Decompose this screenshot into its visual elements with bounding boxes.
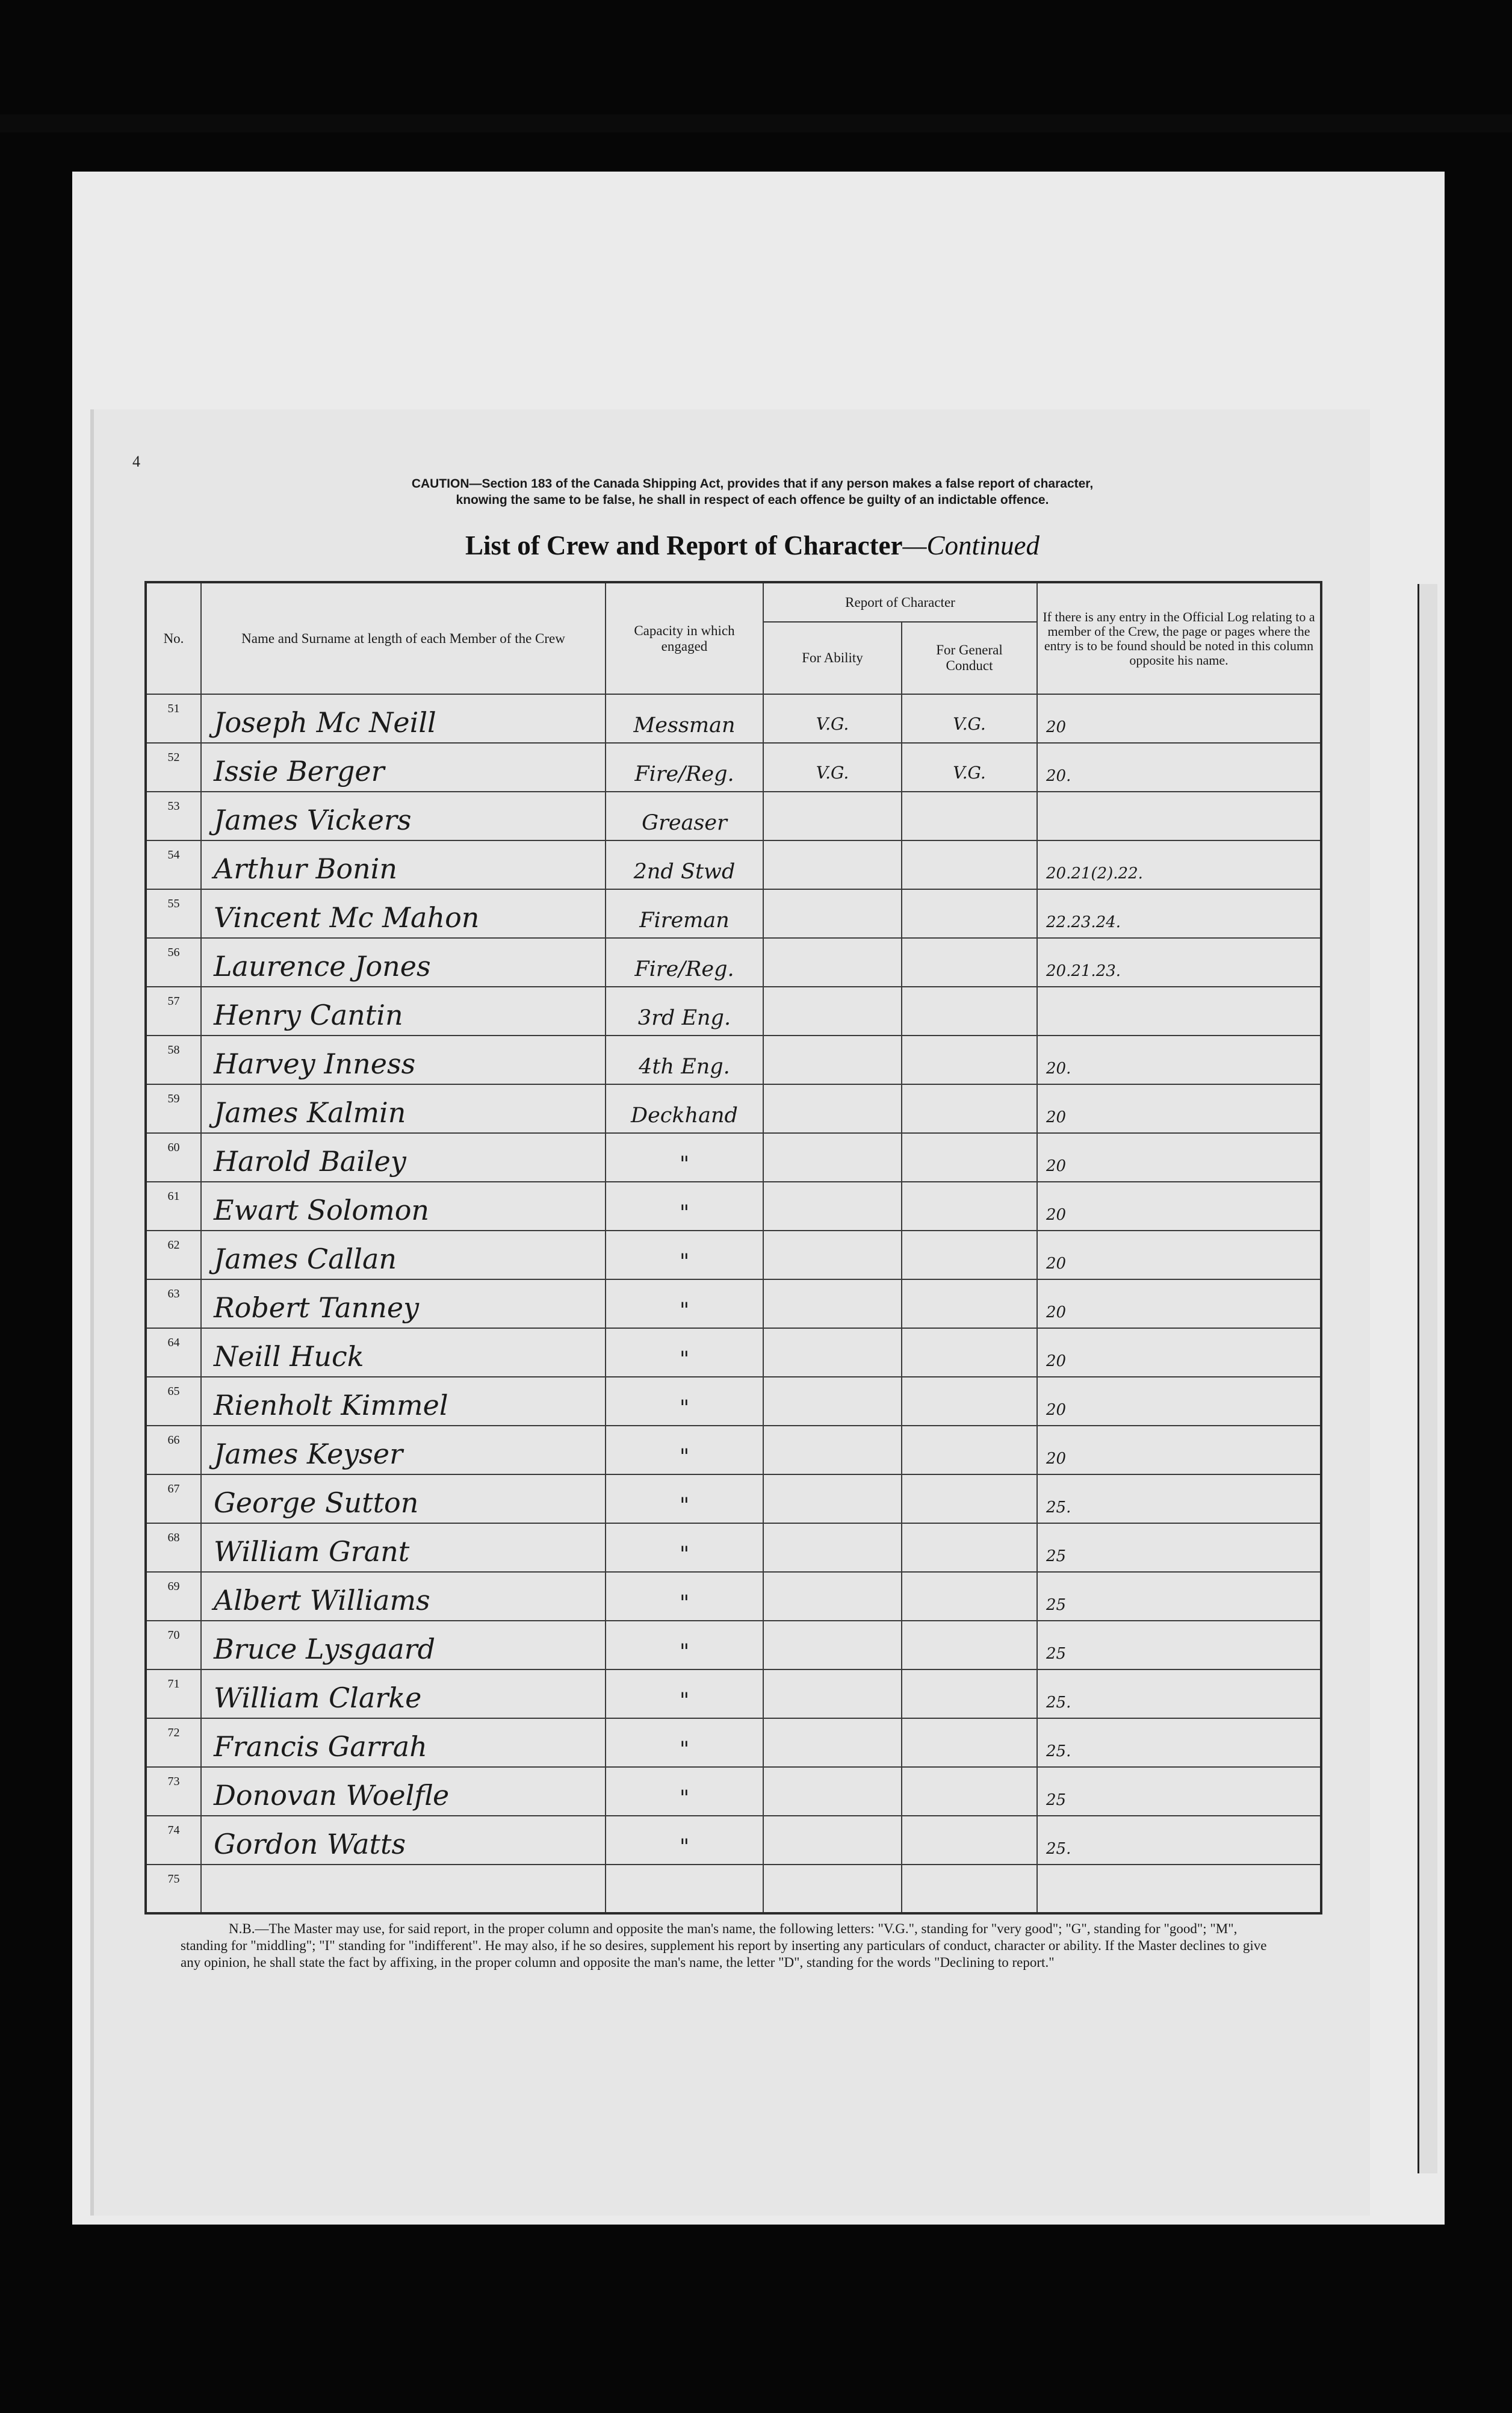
crew-capacity: " xyxy=(606,1718,763,1767)
ability-mark xyxy=(763,1816,902,1865)
conduct-mark: V.G. xyxy=(902,694,1037,743)
log-pages: 25. xyxy=(1037,1669,1321,1718)
table-row xyxy=(146,1133,1321,1182)
conduct-mark xyxy=(902,1377,1037,1426)
ability-mark xyxy=(763,889,902,938)
log-pages: 20 xyxy=(1037,694,1321,743)
row-number: 65 xyxy=(146,1377,201,1426)
header-report: Report of Character xyxy=(763,582,1037,622)
crew-capacity: " xyxy=(606,1474,763,1523)
crew-capacity: " xyxy=(606,1279,763,1328)
log-pages xyxy=(1037,792,1321,840)
conduct-mark xyxy=(902,1036,1037,1084)
table-row xyxy=(146,1669,1321,1718)
table-row xyxy=(146,1621,1321,1669)
crew-capacity: 4th Eng. xyxy=(606,1036,763,1084)
ability-mark xyxy=(763,1865,902,1913)
crew-capacity: " xyxy=(606,1572,763,1621)
table-row xyxy=(146,1426,1321,1474)
row-number: 51 xyxy=(146,694,201,743)
crew-capacity: Fireman xyxy=(606,889,763,938)
log-pages: 20.21.23. xyxy=(1037,938,1321,987)
log-pages: 20 xyxy=(1037,1377,1321,1426)
row-number: 71 xyxy=(146,1669,201,1718)
log-pages: 20.21(2).22. xyxy=(1037,840,1321,889)
crew-capacity: 2nd Stwd xyxy=(606,840,763,889)
conduct-mark xyxy=(902,792,1037,840)
log-pages: 20 xyxy=(1037,1328,1321,1377)
conduct-mark xyxy=(902,1182,1037,1231)
ability-mark xyxy=(763,1621,902,1669)
crew-capacity: " xyxy=(606,1621,763,1669)
crew-name: Henry Cantin xyxy=(201,987,606,1036)
row-number: 62 xyxy=(146,1231,201,1279)
crew-capacity: " xyxy=(606,1816,763,1865)
ability-mark xyxy=(763,1182,902,1231)
ability-mark xyxy=(763,1377,902,1426)
crew-name: Laurence Jones xyxy=(201,938,606,987)
table-row xyxy=(146,1865,1321,1913)
crew-name: William Clarke xyxy=(201,1669,606,1718)
page-number: 4 xyxy=(132,453,140,470)
conduct-mark xyxy=(902,938,1037,987)
table-row xyxy=(146,1279,1321,1328)
row-number: 72 xyxy=(146,1718,201,1767)
table-row xyxy=(146,694,1321,743)
log-pages: 20 xyxy=(1037,1133,1321,1182)
crew-name: Robert Tanney xyxy=(201,1279,606,1328)
log-pages: 20. xyxy=(1037,743,1321,792)
crew-capacity: Fire/Reg. xyxy=(606,743,763,792)
title-suffix: —Continued xyxy=(902,530,1040,561)
crew-capacity: " xyxy=(606,1328,763,1377)
ability-mark xyxy=(763,1036,902,1084)
conduct-mark xyxy=(902,889,1037,938)
header-capacity: Capacity in which engaged xyxy=(606,582,763,694)
log-pages: 20 xyxy=(1037,1084,1321,1133)
table-row xyxy=(146,1231,1321,1279)
row-number: 68 xyxy=(146,1523,201,1572)
adjacent-page-edge xyxy=(1418,584,1437,2173)
crew-table xyxy=(144,581,1322,1915)
ability-mark xyxy=(763,1767,902,1816)
table-row xyxy=(146,938,1321,987)
table-row xyxy=(146,1572,1321,1621)
crew-name xyxy=(201,1865,606,1913)
crew-name: Donovan Woelfle xyxy=(201,1767,606,1816)
page-title xyxy=(241,530,1264,561)
crew-name: Gordon Watts xyxy=(201,1816,606,1865)
table-row xyxy=(146,1718,1321,1767)
table-row xyxy=(146,1474,1321,1523)
ability-mark xyxy=(763,1426,902,1474)
table-row xyxy=(146,1084,1321,1133)
table-row xyxy=(146,987,1321,1036)
crew-capacity: Greaser xyxy=(606,792,763,840)
crew-name: Arthur Bonin xyxy=(201,840,606,889)
log-pages: 20 xyxy=(1037,1182,1321,1231)
row-number: 66 xyxy=(146,1426,201,1474)
ability-mark xyxy=(763,938,902,987)
header-name: Name and Surname at length of each Member of the Crew xyxy=(201,582,606,694)
crew-name: Ewart Solomon xyxy=(201,1182,606,1231)
crew-capacity: " xyxy=(606,1182,763,1231)
crew-capacity xyxy=(606,1865,763,1913)
header-conduct: For General Conduct xyxy=(902,622,1037,694)
ability-mark xyxy=(763,1572,902,1621)
crew-name: Francis Garrah xyxy=(201,1718,606,1767)
table-row xyxy=(146,1182,1321,1231)
log-pages xyxy=(1037,987,1321,1036)
log-pages xyxy=(1037,1865,1321,1913)
crew-name: Bruce Lysgaard xyxy=(201,1621,606,1669)
log-pages: 20 xyxy=(1037,1231,1321,1279)
ability-mark: V.G. xyxy=(763,694,902,743)
caution-line-1: CAUTION—Section 183 of the Canada Shipping Act, provides that if any person makes a false report of character, xyxy=(411,477,1094,491)
log-pages: 25. xyxy=(1037,1474,1321,1523)
log-pages: 20. xyxy=(1037,1036,1321,1084)
row-number: 56 xyxy=(146,938,201,987)
crew-table-body xyxy=(146,694,1321,1913)
table-row xyxy=(146,1328,1321,1377)
crew-name: Vincent Mc Mahon xyxy=(201,889,606,938)
conduct-mark xyxy=(902,1718,1037,1767)
row-number: 57 xyxy=(146,987,201,1036)
ability-mark xyxy=(763,1669,902,1718)
ability-mark: V.G. xyxy=(763,743,902,792)
crew-capacity: " xyxy=(606,1669,763,1718)
log-pages: 25. xyxy=(1037,1718,1321,1767)
table-row xyxy=(146,840,1321,889)
table-row xyxy=(146,1036,1321,1084)
row-number: 64 xyxy=(146,1328,201,1377)
row-number: 53 xyxy=(146,792,201,840)
title-main: List of Crew and Report of Character xyxy=(465,530,903,561)
log-pages: 25 xyxy=(1037,1523,1321,1572)
ability-mark xyxy=(763,1231,902,1279)
log-pages: 20 xyxy=(1037,1279,1321,1328)
row-number: 55 xyxy=(146,889,201,938)
caution-line-2: knowing the same to be false, he shall in respect of each offence be guilty of an indictable offence. xyxy=(456,493,1049,507)
table-row xyxy=(146,792,1321,840)
crew-capacity: " xyxy=(606,1767,763,1816)
row-number: 74 xyxy=(146,1816,201,1865)
log-pages: 25 xyxy=(1037,1572,1321,1621)
crew-name: George Sutton xyxy=(201,1474,606,1523)
crew-capacity: Deckhand xyxy=(606,1084,763,1133)
conduct-mark xyxy=(902,1328,1037,1377)
crew-name: James Vickers xyxy=(201,792,606,840)
crew-capacity: " xyxy=(606,1523,763,1572)
ability-mark xyxy=(763,1718,902,1767)
table-row xyxy=(146,743,1321,792)
log-pages: 25. xyxy=(1037,1816,1321,1865)
conduct-mark xyxy=(902,1133,1037,1182)
row-number: 75 xyxy=(146,1865,201,1913)
conduct-mark xyxy=(902,1767,1037,1816)
row-number: 73 xyxy=(146,1767,201,1816)
crew-name: Issie Berger xyxy=(201,743,606,792)
conduct-mark xyxy=(902,1865,1037,1913)
ability-mark xyxy=(763,1133,902,1182)
conduct-mark xyxy=(902,1474,1037,1523)
crew-capacity: 3rd Eng. xyxy=(606,987,763,1036)
crew-name: James Kalmin xyxy=(201,1084,606,1133)
table-row xyxy=(146,1767,1321,1816)
row-number: 67 xyxy=(146,1474,201,1523)
table-row xyxy=(146,1377,1321,1426)
log-pages: 25 xyxy=(1037,1767,1321,1816)
crew-name: Harvey Inness xyxy=(201,1036,606,1084)
crew-capacity: " xyxy=(606,1133,763,1182)
crew-name: James Keyser xyxy=(201,1426,606,1474)
ability-mark xyxy=(763,1279,902,1328)
ability-mark xyxy=(763,1084,902,1133)
conduct-mark xyxy=(902,1231,1037,1279)
conduct-mark xyxy=(902,1669,1037,1718)
crew-name: Rienholt Kimmel xyxy=(201,1377,606,1426)
ability-mark xyxy=(763,1523,902,1572)
crew-capacity: " xyxy=(606,1426,763,1474)
conduct-mark xyxy=(902,1084,1037,1133)
table-row xyxy=(146,1816,1321,1865)
conduct-mark: V.G. xyxy=(902,743,1037,792)
log-pages: 20 xyxy=(1037,1426,1321,1474)
ability-mark xyxy=(763,792,902,840)
crew-name: Neill Huck xyxy=(201,1328,606,1377)
row-number: 69 xyxy=(146,1572,201,1621)
row-number: 59 xyxy=(146,1084,201,1133)
film-border-top xyxy=(0,114,1512,132)
ability-mark xyxy=(763,1474,902,1523)
row-number: 61 xyxy=(146,1182,201,1231)
crew-capacity: " xyxy=(606,1377,763,1426)
conduct-mark xyxy=(902,1621,1037,1669)
conduct-mark xyxy=(902,1523,1037,1572)
conduct-mark xyxy=(902,1426,1037,1474)
crew-name: Joseph Mc Neill xyxy=(201,694,606,743)
ability-mark xyxy=(763,840,902,889)
crew-capacity: Fire/Reg. xyxy=(606,938,763,987)
footnote: N.B.—The Master may use, for said report, in the proper column and opposite the man's name, the following letters: "V.G.", standing for "very good"; "G", standing for "good"; "M", standing for "middling"; "I" standing for "indifferent". He may also, if he so desires, supplement his report by inserting any particulars of conduct, character or ability. If the Master declines to give any opinion, he shall state the fact by affixing, in the proper column and opposite the man's name, the letter "D", standing for the words "Declining to report." xyxy=(181,1921,1267,1970)
ability-mark xyxy=(763,1328,902,1377)
conduct-mark xyxy=(902,1816,1037,1865)
log-pages: 22.23.24. xyxy=(1037,889,1321,938)
table-row xyxy=(146,1523,1321,1572)
row-number: 63 xyxy=(146,1279,201,1328)
header-log: If there is any entry in the Official Log relating to a member of the Crew, the page or pages where the entry is to be found should be noted in this column opposite his name. xyxy=(1037,582,1321,694)
row-number: 54 xyxy=(146,840,201,889)
row-number: 52 xyxy=(146,743,201,792)
row-number: 58 xyxy=(146,1036,201,1084)
conduct-mark xyxy=(902,840,1037,889)
header-ability: For Ability xyxy=(763,622,902,694)
crew-capacity: Messman xyxy=(606,694,763,743)
log-pages: 25 xyxy=(1037,1621,1321,1669)
ability-mark xyxy=(763,987,902,1036)
row-number: 70 xyxy=(146,1621,201,1669)
conduct-mark xyxy=(902,987,1037,1036)
header-no: No. xyxy=(146,582,201,694)
crew-name: Harold Bailey xyxy=(201,1133,606,1182)
crew-capacity: " xyxy=(606,1231,763,1279)
crew-name: James Callan xyxy=(201,1231,606,1279)
conduct-mark xyxy=(902,1279,1037,1328)
caution-notice xyxy=(241,476,1264,508)
crew-name: Albert Williams xyxy=(201,1572,606,1621)
crew-name: William Grant xyxy=(201,1523,606,1572)
row-number: 60 xyxy=(146,1133,201,1182)
conduct-mark xyxy=(902,1572,1037,1621)
table-row xyxy=(146,889,1321,938)
